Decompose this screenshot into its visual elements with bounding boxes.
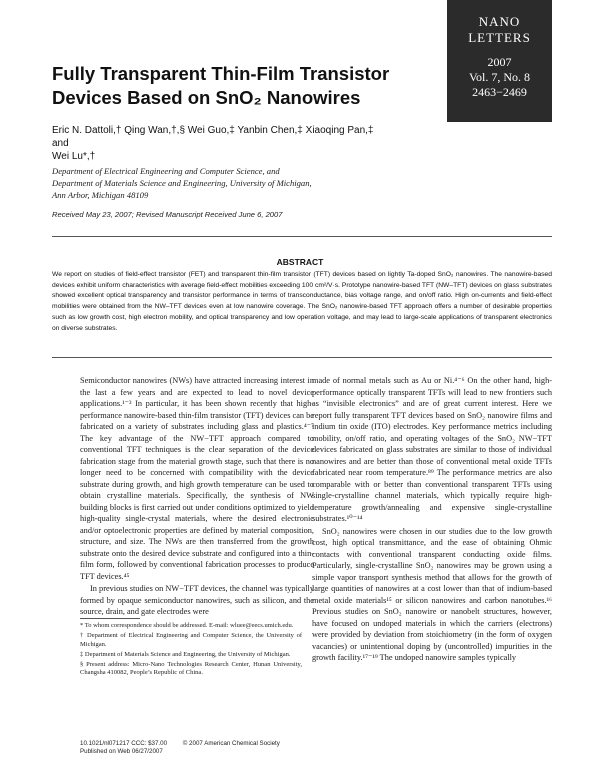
- doi-price: 10.1021/nl071217 CCC: $37.00: [80, 740, 168, 747]
- title-line1: Fully Transparent Thin-Film Transistor: [52, 63, 390, 84]
- paragraph: Semiconductor nanowires (NWs) have attracted increasing interest in the last a few years and are expected to lead to novel device applications.¹⁻³ In particular, it has been shown recently that high-performance nanowire-based thin-film transistor (TFT) devices can be fabricated on a variety of substrates including glass and plastics.⁴⁻⁷ The key advantage of the NW−TFT approach compared to conventional TFT techniques is the clear separation of the device fabrication stage from the material growth stage, such that there is no longer need to be concerned with compatibility with the device substrate during growth, and high growth temperature can be used to obtain crystalline materials. Specifically, the synthesis of NW building blocks is first carried out under conditions optimized to yield high-quality single-crystal materials, where the desired electronic and/or optoelectronic properties are defined by material composition, structure, and size. The NWs are then transferred from the growth substrate onto the desired device substrate and configured into a thin-film form, followed by conventional fabrication processes to produce TFT devices.⁴⁵: [80, 376, 314, 581]
- abstract-text: We report on studies of field-effect transistor (FET) and transparent thin-film transistor (TFT) devices based on lightly Ta-doped SnO₂ nanowires. The nanowire-based devices exhibit uniform characteristics with average field-effect mobilities exceeding 100 cm²/V·s. Prototype nanowire-based TFT (NW–TFT) devices on glass substrates showed excellent optical transparency and transistor performance in terms of transconductance, bias voltage range, and on/off ratio. High on-currents and field-effect mobilities were obtained from the NW–TFT devices even at low nanowire coverage. The SnO₂ nanowire-based TFT approach offers a number of desirable properties such as low growth cost, high electron mobility, and optical transparency and low operation voltage, and may lead to large-scale applications of transparent electronics on diverse substrates.: [52, 271, 552, 332]
- body-column-right: [312, 375, 552, 664]
- title-line2: Devices Based on SnO₂ Nanowires: [52, 87, 361, 108]
- journal-issue-info: [447, 55, 552, 100]
- publication-footer: [80, 740, 340, 756]
- affiliation-line1: Department of Electrical Engineering and Computer Science, and: [52, 166, 280, 176]
- affiliations: [52, 165, 412, 201]
- affiliation-line2: Department of Materials Science and Engineering, University of Michigan,: [52, 178, 312, 188]
- footnotes: [80, 622, 302, 680]
- journal-header-box: [447, 0, 552, 122]
- journal-volume: Vol. 7, No. 8: [468, 70, 531, 84]
- copyright: © 2007 American Chemical Society: [182, 740, 280, 747]
- footnote-affiliation: † Department of Electrical Engineering and Computer Science, the University of Michigan.: [80, 632, 302, 648]
- authors-line2: Wei Lu*,†: [52, 151, 96, 162]
- received-dates: Received May 23, 2007; Revised Manuscript Received June 6, 2007: [52, 210, 283, 219]
- paragraph: SnO₂ nanowires were chosen in our studies due to the low growth cost, high optical transmittance, and the ease of obtaining Ohmic contacts with conventional transparent conducting oxide films. Particularly, single-crystalline SnO₂ nanowires may be grown using a simple vapor transport synthesis method that allows for the growth of large quantities of nanowires at a cost lower than that of indium-based metal oxide materials¹⁵ or silicon nanowires and carbon nanotubes.¹⁶ Previous studies on SnO₂ nanowire or nanobelt structures, however, have focused on undoped materials in which the carriers (electrons) were provided by deviation from stoichiometry (in the form of oxygen vacancies) or unintentional doping by (uncontrolled) impurities in the growth facility.¹⁷⁻¹⁹ The undoped nanowire samples typically: [312, 526, 552, 662]
- journal-name-line2: LETTERS: [468, 30, 531, 45]
- journal-pages: 2463−2469: [472, 85, 527, 99]
- abstract-heading: ABSTRACT: [276, 257, 324, 267]
- journal-name: [447, 0, 552, 46]
- footnote-affiliation: ‡ Department of Materials Science and Engineering, the University of Michigan.: [80, 650, 291, 658]
- affiliation-line3: Ann Arbor, Michigan 48109: [52, 190, 149, 200]
- footnote-present-address: § Present address: Micro-Nano Technologies Research Center, Hunan University, Changsha 410082, People’s Republic of China.: [80, 660, 302, 677]
- body-column-left: [80, 375, 314, 618]
- author-list: [52, 124, 382, 163]
- divider-abstract: [52, 357, 552, 358]
- paragraph: In previous studies on NW−TFT devices, the channel was typically formed by opaque semiconductor nanowires, such as silicon, and the source, drain, and gate electrodes were: [80, 584, 314, 616]
- authors-line1: Eric N. Dattoli,† Qing Wan,†,§ Wei Guo,‡ Yanbin Chen,‡ Xiaoqing Pan,‡ and: [52, 125, 374, 149]
- article-title: [52, 62, 412, 110]
- journal-year: 2007: [487, 55, 512, 69]
- journal-name-line1: NANO: [478, 14, 521, 29]
- footnote-correspondence: * To whom correspondence should be addressed. E-mail: wluee@eecs.umich.edu.: [80, 622, 294, 629]
- footnote-divider: [80, 618, 140, 619]
- published-date: Published on Web 06/27/2007: [80, 748, 163, 755]
- divider-top: [52, 236, 552, 237]
- paragraph: made of normal metals such as Au or Ni.⁴⁻⁶ On the other hand, high-performance optically transparent TFTs will lead to new frontiers such as “invisible electronics” and are of great current interest. Here we report fully transparent TFT devices based on SnO₂ nanowire films and indium tin oxide (ITO) electrodes. Key performance metrics including mobility, on/off ratio, and operating voltages of the SnO₂ NW−TFT devices fabricated on glass substrates are similar to those of individual nanowires and are better than those of conventional metal oxide TFTs fabricated near room temperature.⁸⁹ The performance metrics are also comparable with or better than conventional transparent TFTs using single-crystalline channel materials, which typically require high-temperature growth/annealing and expensive single-crystalline substrates.¹⁰⁻¹⁴: [312, 376, 552, 523]
